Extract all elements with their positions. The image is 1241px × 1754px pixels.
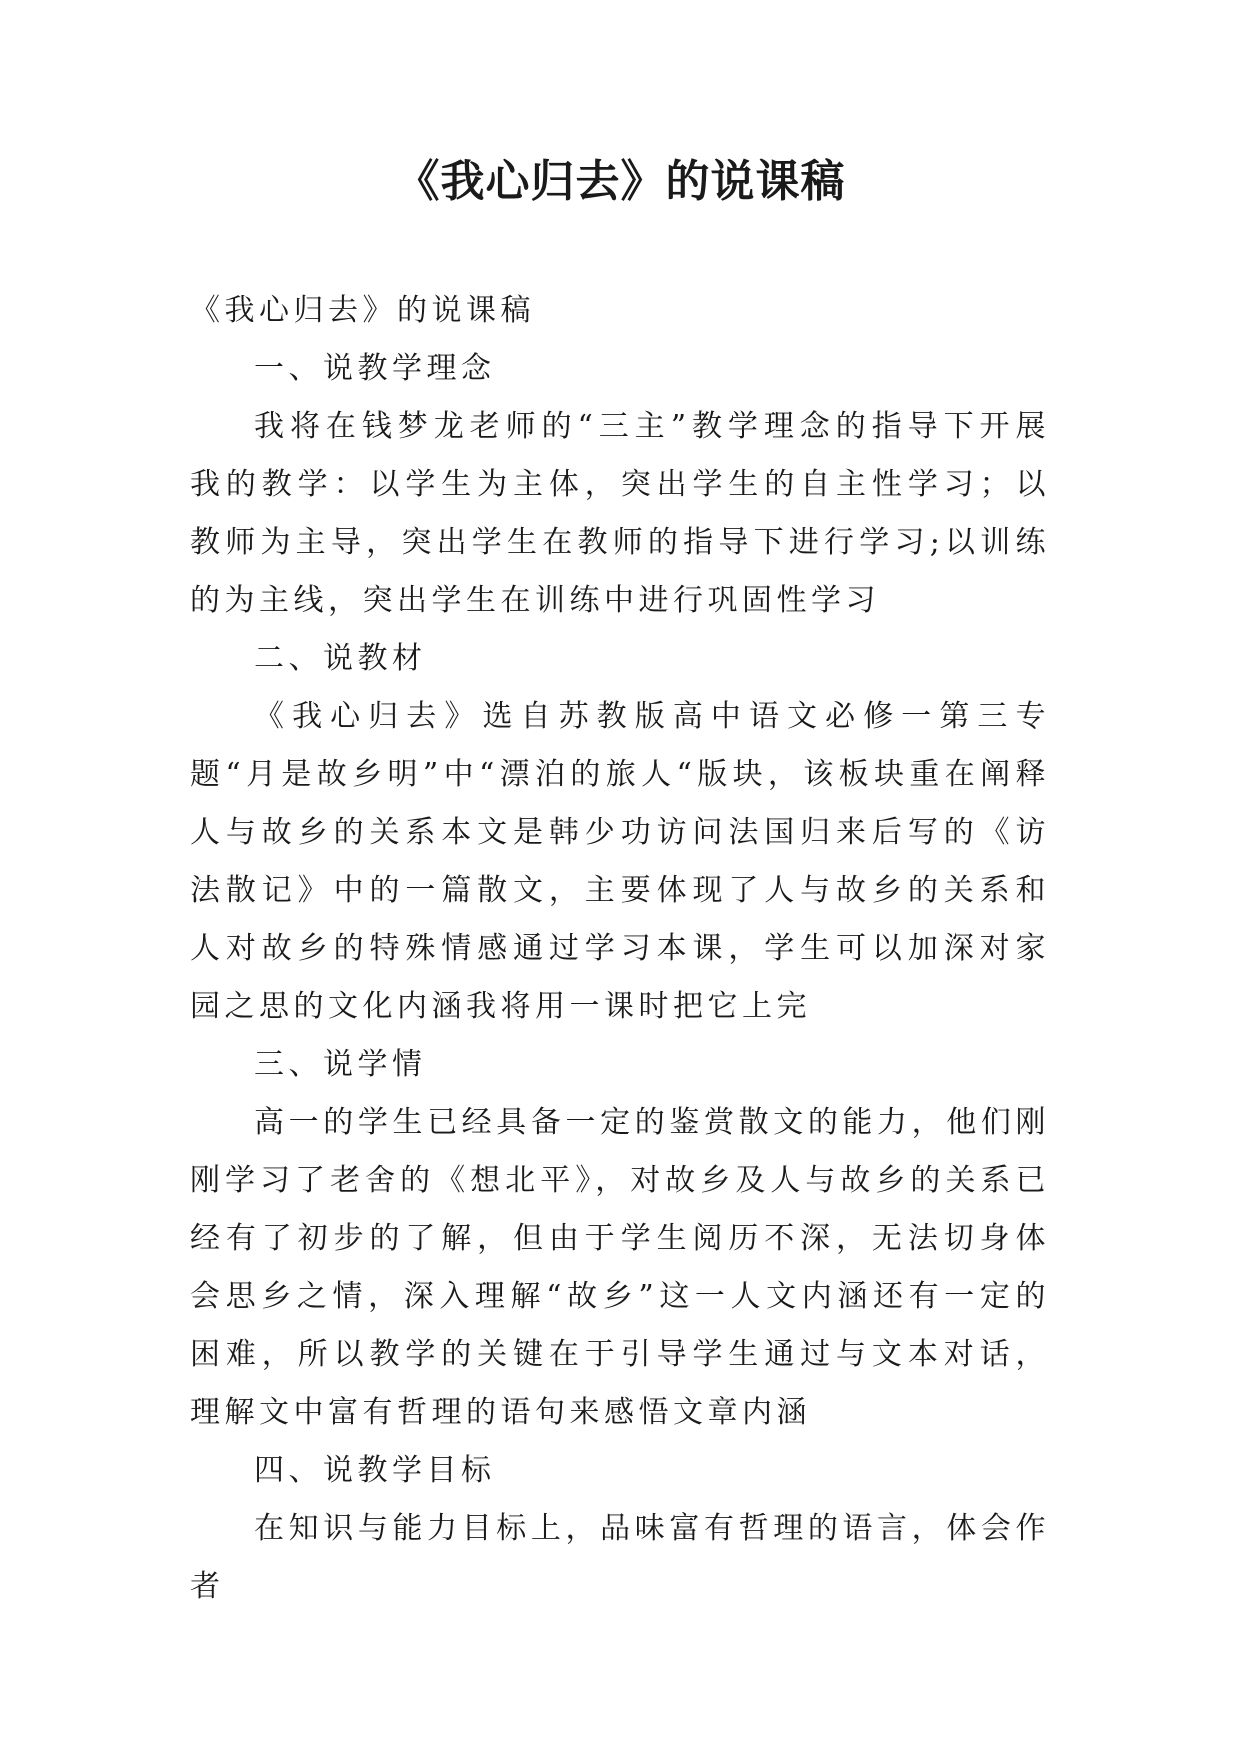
section-heading-students: 三、说学情 <box>254 1047 427 1082</box>
paragraph-textbook: 《我心归去》选自苏教版高中语文必修一第三专题“月是故乡明”中“漂泊的旅人“版块，该板块重在阐释人与故乡的关系本文是韩少功访问法国归来后写的《访法散记》中的一篇散文，主要体现了人与故乡的关系和人对故乡的特殊情感通过学习本课，学生可以加深对家园之思的文化内涵我将用一课时把它上完 <box>190 699 1050 1024</box>
section-heading-philosophy: 一、说教学理念 <box>254 351 496 386</box>
document-body <box>190 282 1050 1616</box>
section-heading-textbook: 二、说教材 <box>254 641 427 676</box>
paragraph-objectives: 在知识与能力目标上，品味富有哲理的语言，体会作者 <box>190 1511 1050 1604</box>
paragraph-students: 高一的学生已经具备一定的鉴赏散文的能力，他们刚刚学习了老舍的《想北平》，对故乡及人与故乡的关系已经有了初步的了解，但由于学生阅历不深，无法切身体会思乡之情，深入理解“故乡”这一人文内涵还有一定的困难，所以教学的关键在于引导学生通过与文本对话，理解文中富有哲理的语句来感悟文章内涵 <box>190 1105 1050 1430</box>
body-subtitle: 《我心归去》的说课稿 <box>190 293 535 328</box>
paragraph-philosophy: 我将在钱梦龙老师的“三主”教学理念的指导下开展我的教学：以学生为主体，突出学生的自主性学习；以教师为主导，突出学生在教师的指导下进行学习;以训练的为主线，突出学生在训练中进行巩固性学习 <box>190 409 1050 618</box>
section-heading-objectives: 四、说教学目标 <box>254 1453 496 1488</box>
document-title: 《我心归去》的说课稿 <box>395 156 846 207</box>
